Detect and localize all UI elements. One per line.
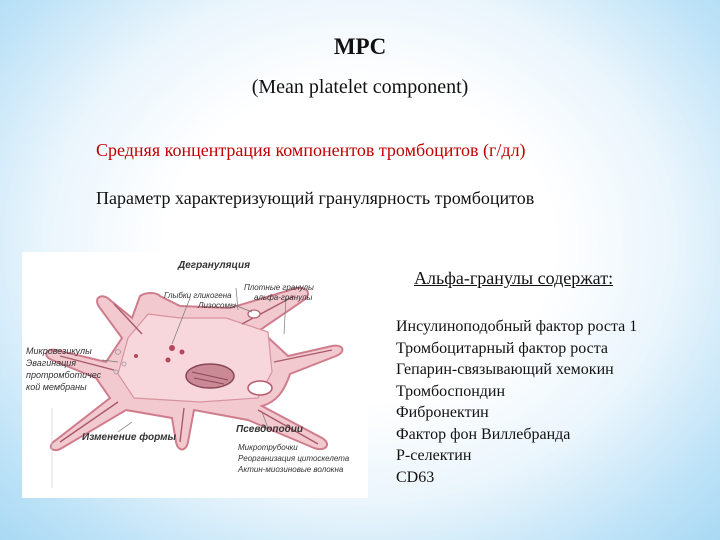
label-glycogen: Глыбки гликогена <box>164 291 232 300</box>
list-item: Фибронектин <box>396 404 489 421</box>
label-dense-granules: Плотные гранулы <box>244 283 314 292</box>
dense-granule <box>169 345 175 351</box>
vesicle <box>248 381 272 395</box>
alpha-granules-list <box>396 316 637 488</box>
list-item: Гепарин-связывающий хемокин <box>396 361 614 378</box>
label-pseudopodia: Псевдоподии <box>236 424 304 435</box>
slide-title: MPC <box>333 34 387 59</box>
list-item: Тромбоцитарный фактор роста <box>396 339 609 357</box>
alpha-granules-heading: Альфа-гранулы содержат: <box>414 268 614 288</box>
slide-subtitle: (Mean platelet component) <box>251 76 469 98</box>
label-shape-change: Изменение формы <box>82 432 177 443</box>
dense-granule <box>166 358 171 363</box>
label-degranulation: Дегрануляция <box>178 260 250 271</box>
definition-black: Параметр характеризующий гранулярность тромбоцитов <box>96 188 535 208</box>
definition-red: Средняя концентрация компонентов тромбоцитов (г/дл) <box>96 140 526 160</box>
label-evagination: Эвагинация <box>26 358 77 368</box>
label-actin: Актин-миозиновые волокна <box>238 465 344 474</box>
dense-granule <box>134 354 138 358</box>
list-item: CD63 <box>396 468 435 486</box>
label-alpha-granules: альфа-гранулы <box>254 293 313 302</box>
list-item: Тромбоспондин <box>396 382 506 400</box>
list-item: Р-селектин <box>396 447 472 464</box>
dense-granule <box>180 350 185 355</box>
list-item: Фактор фон Виллебранда <box>396 425 571 443</box>
list-item: Инсулиноподобный фактор роста 1 <box>396 318 638 335</box>
platelet-illustration <box>22 252 368 498</box>
label-lysosomes: Лизосомы <box>198 301 236 310</box>
label-microvesicles: Микровезикулы <box>26 346 92 356</box>
label-protrombotic-1: протромботичес <box>26 370 102 380</box>
label-microtubules: Микротрубочки <box>238 443 298 452</box>
leader-line <box>118 422 132 432</box>
label-reorganization: Реорганизация цитоскелета <box>238 454 350 463</box>
label-protrombotic-2: кой мембраны <box>26 382 87 392</box>
